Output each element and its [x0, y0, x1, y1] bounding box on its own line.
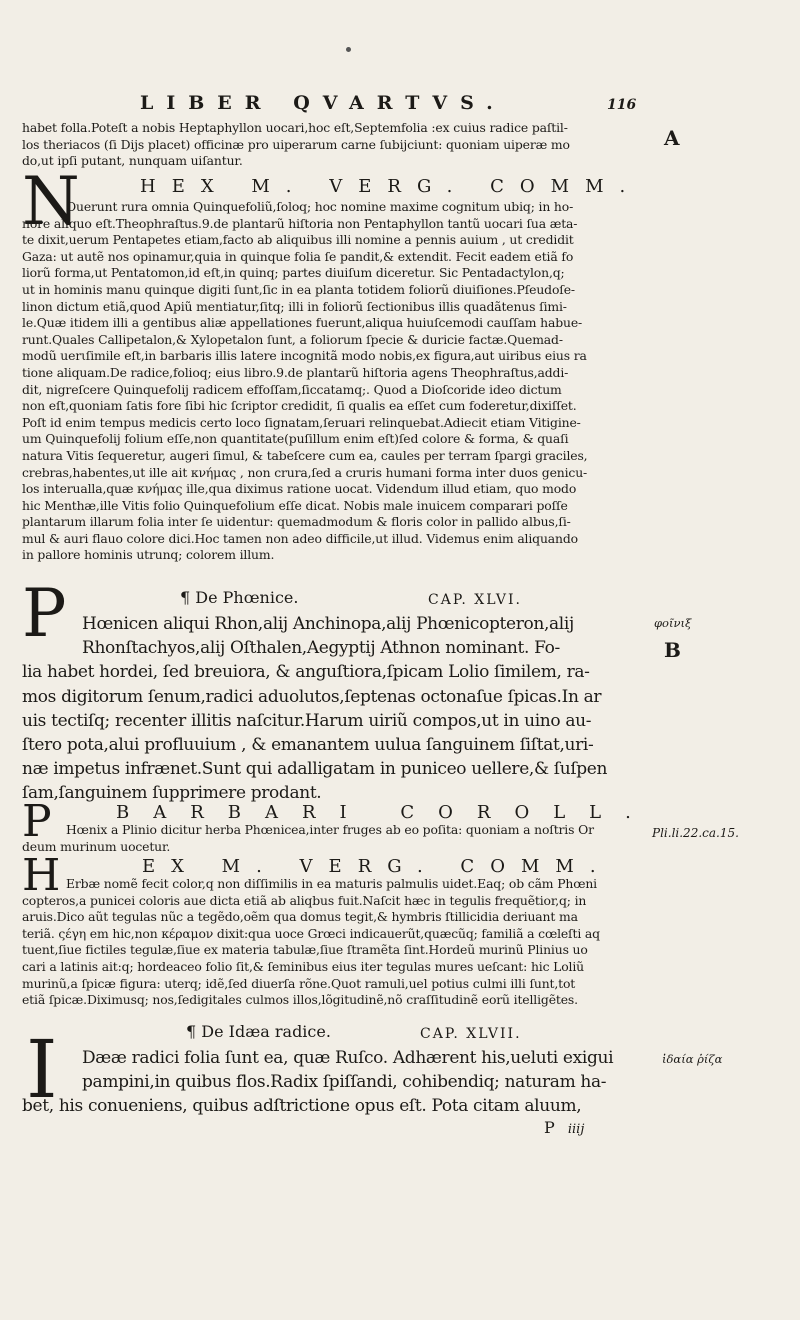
margin-letter-b: B [664, 638, 681, 662]
text-line: in pallore hominis utrunq; colorem illum. [22, 547, 275, 563]
text-line: um Quinquefolij folium eſſe,non quantitate(puſillum enim eſt)ſed colore & forma, & quaſi [22, 431, 569, 447]
signature-mark [544, 1118, 584, 1137]
text-line: modũ uerιſimile eſt,in barbaris illis latere incognitã modo nobis,ex figura,aut uiribus eius ra [22, 348, 587, 364]
text-line: los interualla,quæ κνήμας ille,qua diximus ratione uocat. Videndum illud etiam, quo modo [22, 481, 577, 497]
chapter-number: CAP. XLVI. [428, 592, 522, 608]
initial-p: P [22, 575, 67, 652]
text-line: bet, his conueniens, quibus adſtrictione opus eſt. Pota citam aluum, [22, 1096, 582, 1117]
margin-greek-note: ἰδαία ῥίζα [662, 1052, 723, 1066]
text-line: Poſt id enim tempus medicis certo loco ſignatam,ſeruari relinquebat.Adiecit etiam Vitigine- [22, 414, 581, 430]
folio-number: 116 [607, 97, 637, 113]
initial-i: I [26, 1023, 58, 1116]
commentary-heading: HEX M. VERG. COMM. [140, 176, 642, 197]
text-line: aruis.Dico aũt tegulas nũc a tegẽdo,oẽm qua domus tegit,& hymbris ſtillicidia deriuant ma [22, 909, 578, 925]
text-line: non eſt,quoniam ſatis fore ſibi hic ſcriptor credidit, ſi qualis ea eſſet cum foderetur,dixiſſet. [22, 398, 577, 414]
text-line: copteros,a punicei coloris aue dicta etiã ab aliqbus fuit.Naſcit hæc in tegulis frequẽtior,q; in [22, 892, 587, 908]
initial-n: N [22, 163, 80, 240]
running-head: LIBER QVARTVS. [140, 92, 506, 114]
text-line: runt.Quales Callipetalon,& Xylopetalon ſunt, a foliorum ſpecie & duricie factæ.Quemad- [22, 331, 563, 347]
text-line: natura Vitis ſequeretur, augeri ſimul, & tabeſcere cum ea, caules per terram ſpargi graciles, [22, 447, 588, 463]
text-line: uis tectiſq; recenter illitis naſcitur.Harum uiriũ compos,ut in uino au- [22, 710, 592, 731]
text-line: murinũ,a ſpicæ figura: uterq; idẽ,ſed diuerſa rõne.Quot ramuli,uel potius culmi illi ſunt,tot [22, 975, 576, 991]
text-line: ſam,ſanguinem ſupprimere prodant. [22, 783, 322, 804]
chapter-47-text [22, 1046, 642, 1119]
text-line: crebras,habentes,ut ille ait κνήμας , non crura,ſed a cruris humani forma inter duos genicu- [22, 464, 588, 480]
text-line: mul & auri flauo colore dici.Hoc tamen non adeo difficile,ut illud. Videmus enim aliquando [22, 530, 578, 546]
text-line: do,ut ipſi putant, nunquam uiſantur. [22, 153, 243, 169]
commentary-2 [22, 876, 642, 1009]
text-line: cari a latinis ait:q; hordeaceo folio ſit,& ſeminibus eius iter tegulas mures ueſcant: hic Loliũ [22, 958, 585, 974]
text-line: mos digitorum ſenum,radici aduolutos,ſeptenas octonaſue ſpicas.In ar [22, 686, 602, 707]
text-line: Ouerunt rura omnia Quinquefoliũ,ſoloq; hoc nomine maxime cognitum ubiq; in ho- [66, 199, 574, 214]
text-line: habet folla.Poteſt a nobis Heptaphyllon uocari,hoc eſt,Septemfolia :ex cuius radice paſtil- [22, 120, 568, 135]
text-line: Rhonſtachyos,alij Oſthalen,Aegyptij Athnon nominant. Fo- [82, 638, 560, 659]
text-line: nore aliquo eſt.Theophraſtus.9.de plantarũ hiſtoria non Pentaphyllon tantũ uocari ſua æta- [22, 215, 578, 231]
text-line: Dææ radici folia ſunt ea, quæ Ruſco. Adhærent his,ueluti exigui [82, 1048, 614, 1068]
text-line: le.Quæ itidem illi a gentibus aliæ appellationes fuerunt,aliqua huiuſcemodi cauſſam habue- [22, 315, 583, 331]
initial-p-small: P [22, 796, 52, 847]
text-line: ut in hominis manu quinque digiti ſunt,ſic in ea planta totidem foliorũ diuiſiones.Pſeudoſe- [22, 281, 575, 297]
text-line: te dixit,uerum Pentapetes etiam,facto ab aliquibus illi nomine a pennis auium , ut credidit [22, 232, 574, 248]
text-line: Hœnix a Plinio dicitur herba Phœnicea,inter fruges ab eo poſita: quoniam a noſtris Or [66, 822, 594, 837]
text-line: linon dictum etiã,quod Apiũ mentiatur,ſitq; illi in foliorũ ſectionibus illis quadãtenus ſimi- [22, 298, 567, 314]
ink-dot [346, 47, 351, 52]
chapter-title: ¶ De Phœnice. [180, 588, 299, 607]
text-line: tuent,ſiue fictiles tegulæ,ſiue ex materia tabulæ,ſiue ſtramẽta ſint.Hordeũ murinũ Plinius uo [22, 942, 588, 958]
text-line: Erbæ nomẽ fecit color,q non diſſimilis in ea maturis palmulis uidet.Eaq; ob cãm Phœni [66, 876, 597, 891]
text-line: liorũ forma,ut Pentatomon,id eſt,in quinq; partes diuiſum diceretur. Sic Pentadactylon,q; [22, 265, 565, 281]
text-line: plantarum illarum folia inter ſe uidentur: quemadmodum & floris color in pallido albus,ſi- [22, 514, 571, 530]
corollarium-text [22, 822, 642, 855]
text-line: los theriacos (ſi Dijs placet) officinæ pro uiperarum carne ſubijciunt: quoniam uiperæ mo [22, 136, 570, 152]
chapter-number: CAP. XLVII. [420, 1026, 522, 1042]
text-line: næ impetus infrænet.Sunt qui adalligatam in puniceo uellere,& ſuſpen [22, 759, 608, 780]
margin-letter-a: A [664, 126, 680, 150]
chapter-title: ¶ De Idæa radice. [186, 1022, 331, 1041]
text-line: deum murinum uocetur. [22, 838, 171, 854]
margin-pliny-reference: Pli.li.22.ca.15. [652, 826, 739, 840]
text-line: Gaza: ut autẽ nos opinamur,quia in quinque folia ſe pandit,& extendit. Fecit eadem etiã fo [22, 248, 574, 264]
text-line: Hœnicen aliqui Rhon,alij Anchinopa,alij Phœnicopteron,alij [82, 614, 574, 634]
commentary-1 [22, 199, 642, 564]
commentary-heading: EX M. VERG. COMM. [142, 856, 612, 877]
signature-letter: P [544, 1118, 555, 1137]
signature-number: iiij [567, 1122, 585, 1137]
intro-paragraph [22, 120, 642, 170]
text-line: teriã. ςέγη em hic,non κέραμον dixit:qua uoce Grœci indicauerũt,quæcũq; familiã a cœleſti aq [22, 925, 600, 941]
text-line: pampini,in quibus flos.Radix ſpiſſandi, cohibendiq; naturam ha- [82, 1072, 607, 1093]
text-line: hic Menthæ,ille Vitis folio Quinquefolium eſſe dicat. Nobis male inuicem comparari poſſe [22, 497, 568, 513]
text-line: etiã ſpicæ.Diximusq; nos,ſedigitales culmos illos,lõgitudinẽ,nõ craſſitudinẽ eorũ itelligẽtes. [22, 992, 578, 1008]
chapter-46-text [22, 612, 642, 806]
text-line: lia habet hordei, ſed breuiora, & anguſtiora,ſpicam Lolio ſimilem, ra- [22, 662, 590, 683]
corollarium-heading: BARBARI COROLL. [116, 802, 655, 823]
initial-h: H [22, 850, 61, 901]
text-line: tione aliquam.De radice,folioq; eius libro.9.de plantarũ hiſtoria agens Theophraſtus,addi- [22, 364, 569, 380]
text-line: dit, nigreſcere Quinquefolij radicem effoſſam,ſiccatamq;. Quod a Dioſcoride ideo dictum [22, 381, 562, 397]
margin-greek-note: φοῖνιξ [654, 616, 692, 630]
text-line: ſtero pota,alui profluuium , & emanantem uulua ſanguinem ſiſtat,uri- [22, 735, 594, 756]
